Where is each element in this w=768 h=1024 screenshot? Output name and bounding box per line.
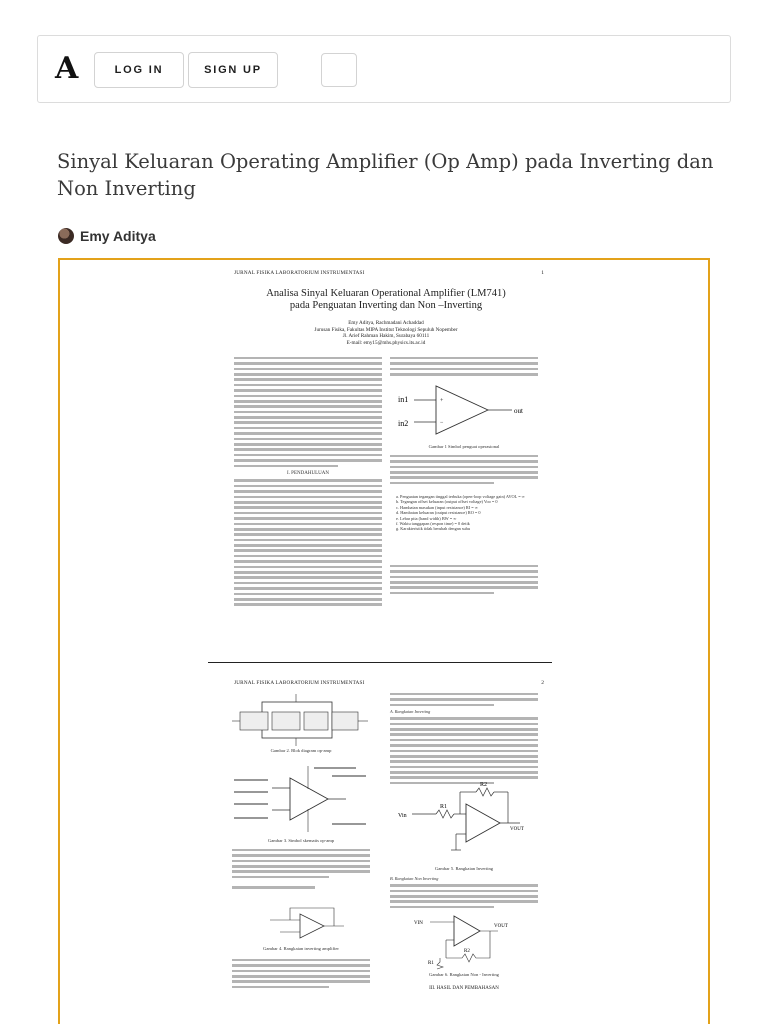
opamp-symbol-figure <box>396 380 536 440</box>
page-number: 1 <box>541 270 544 276</box>
svg-text:+: + <box>440 398 444 404</box>
login-button[interactable]: LOG IN <box>94 52 184 88</box>
inverting-amplifier-figure <box>260 904 350 944</box>
paper-title-line-2: pada Penguatan Inverting dan Non –Inverting <box>289 300 483 311</box>
paper-title <box>220 288 552 312</box>
page-divider <box>208 662 552 663</box>
opamp-schematic-figure <box>232 762 370 836</box>
document-title: Sinyal Keluaran Operating Amplifier (Op Amp) pada Inverting dan Non Inverting <box>57 150 714 200</box>
vout-label: VOUT <box>494 924 508 929</box>
right-column-page2 <box>390 690 538 787</box>
journal-header: JURNAL FISIKA LABORATORIUM INSTRUMENTASI <box>234 270 365 276</box>
list-item: d. Hambatan keluaran (output resistance) RO = 0 <box>396 510 481 516</box>
blank-button[interactable] <box>321 53 357 87</box>
section-heading-results: III. HASIL DAN PEMBAHASAN <box>429 986 499 991</box>
site-header <box>37 35 731 103</box>
site-logo[interactable]: A <box>55 51 79 86</box>
list-item: b. Tegangan offset keluaran (output offset voltage) Voo = 0 <box>396 499 498 505</box>
paper-authors: Emy Aditya, Rachmadani Achaddad <box>348 320 424 326</box>
document-page-1 <box>220 268 552 660</box>
page-number: 2 <box>541 680 544 686</box>
list-item: f. Waktu tanggapan (respon time) = 0 detik <box>396 521 470 527</box>
paper-title-line-1: Analisa Sinyal Keluaran Operational Amplifier (LM741) <box>266 288 506 299</box>
signup-button[interactable]: SIGN UP <box>188 52 278 88</box>
paper-affiliation: Jurusan Fisika, Fakultas MIPA Institut Teknologi Sepuluh Nopember <box>314 326 458 333</box>
document-page-2 <box>220 678 552 1024</box>
vin-label: VIN <box>414 921 423 926</box>
opamp-out-label: out <box>514 407 523 415</box>
block-diagram-figure <box>232 692 370 748</box>
section-heading-intro: I. PENDAHULUAN <box>287 471 329 477</box>
right-column-text <box>390 452 538 487</box>
list-item: e. Lebar pita (band width) BW = ∞ <box>396 515 457 521</box>
figure-2-caption: Gambar 2. Blok diagram op-amp <box>270 748 332 753</box>
figure-4-caption: Gambar 4. Rangkaian inverting amplifier <box>263 946 339 951</box>
r2-label: R2 <box>464 949 470 954</box>
list-item: a. Penguatan tegangan tinggal terbuka (open-loop voltage gain) AVOL = ∞ <box>396 494 525 499</box>
figure-6-caption: Gambar 6. Rangkaian Non - Inverting <box>429 972 499 977</box>
inverting-circuit-figure <box>396 780 536 864</box>
figure-3-caption: Gambar 3. Simbol skematis op-amp <box>267 838 335 843</box>
left-column-text-2 <box>232 956 370 991</box>
opamp-in2-label: in2 <box>398 419 409 428</box>
right-column <box>390 354 538 378</box>
non-inverting-circuit-figure <box>410 912 520 972</box>
subsection-non-inverting: B. Rangkaian Non Inverting <box>390 876 439 881</box>
document-viewer[interactable] <box>58 258 710 1024</box>
author-link[interactable] <box>58 228 156 244</box>
subsection-inverting: A. Rangkaian Inverting <box>390 708 431 714</box>
r1-label: R1 <box>440 804 448 810</box>
right-column-paragraph <box>390 562 538 597</box>
journal-header: JURNAL FISIKA LABORATORIUM INSTRUMENTASI <box>234 680 365 686</box>
figure-1-caption: Gambar 1 Simbol penguat operasional <box>428 444 500 449</box>
abstract-column <box>234 354 382 609</box>
paper-authors-block <box>220 320 552 346</box>
r2-label: R2 <box>480 782 488 788</box>
paper-email: E-mail: emy15@mhs.physics.its.ac.id <box>346 339 426 346</box>
list-item: c. Hambatan masukan (input resistance) RI = ∞ <box>396 504 478 510</box>
list-item: g. Karakteristik tidak berubah dengan suhu <box>396 526 470 532</box>
left-column-text <box>232 846 370 892</box>
svg-text:−: − <box>440 420 444 426</box>
r1-label: R1 <box>428 961 434 966</box>
vout-label: VOUT <box>510 827 524 832</box>
opamp-in1-label: in1 <box>398 395 409 404</box>
paper-address: Jl. Arief Rahman Hakim, Surabaya 60111 <box>342 333 430 339</box>
author-avatar <box>58 228 74 244</box>
figure-5-caption: Gambar 5. Rangkaian Inverting <box>434 866 494 871</box>
right-column-page2-b <box>390 874 538 911</box>
author-name: Emy Aditya <box>80 228 156 244</box>
vin-label: Vin <box>398 813 407 819</box>
ideal-opamp-list <box>396 494 538 532</box>
